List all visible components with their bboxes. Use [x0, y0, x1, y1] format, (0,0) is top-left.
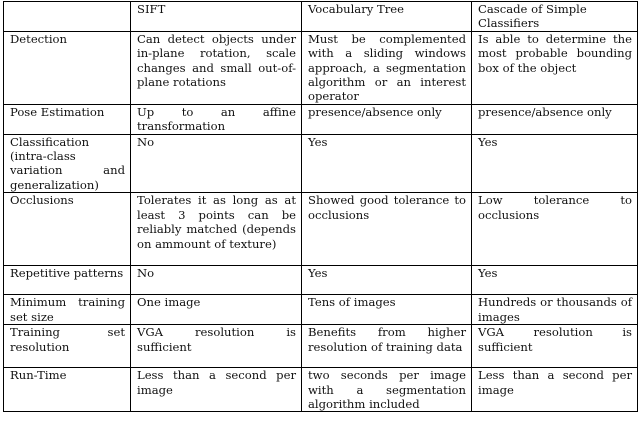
row-label: Detection — [4, 31, 131, 104]
table-row — [4, 134, 638, 193]
row-label: Repetitive patterns — [4, 266, 131, 295]
cell-sift: No — [131, 266, 302, 295]
table-row — [4, 368, 638, 412]
table-row — [4, 104, 638, 134]
cell-vocabulary-tree: Showed good tolerance to occlusions — [302, 193, 472, 266]
cell-sift: Up to an affine transformation — [131, 104, 302, 134]
cell-sift: Can detect objects under in-plane rotation, scale changes and small out-of-plane rotations — [131, 31, 302, 104]
row-label: Training set resolution — [4, 325, 131, 368]
table-row — [4, 193, 638, 266]
cell-cascade: Yes — [472, 134, 638, 193]
cell-cascade: presence/absence only — [472, 104, 638, 134]
cell-sift: Less than a second per image — [131, 368, 302, 412]
cell-sift: VGA resolution is sufficient — [131, 325, 302, 368]
cell-vocabulary-tree: Must be complemented with a sliding windows approach, a segmentation algorithm or an interest operator — [302, 31, 472, 104]
cell-sift: One image — [131, 295, 302, 325]
cell-cascade: Is able to determine the most probable bounding box of the object — [472, 31, 638, 104]
cell-cascade: Hundreds or thousands of images — [472, 295, 638, 325]
header-cell-sift: SIFT — [131, 2, 302, 32]
comparison-table — [3, 1, 638, 412]
cell-vocabulary-tree: Yes — [302, 134, 472, 193]
row-label: Classification (intra-class variation and generalization) — [4, 134, 131, 193]
row-label: Minimum training set size — [4, 295, 131, 325]
table-row — [4, 31, 638, 104]
cell-vocabulary-tree: presence/absence only — [302, 104, 472, 134]
row-label: Pose Estimation — [4, 104, 131, 134]
cell-vocabulary-tree: Yes — [302, 266, 472, 295]
cell-sift: Tolerates it as long as at least 3 points can be reliably matched (depends on ammount of texture) — [131, 193, 302, 266]
cell-vocabulary-tree: Tens of images — [302, 295, 472, 325]
table-row — [4, 266, 638, 295]
cell-cascade: VGA resolution is sufficient — [472, 325, 638, 368]
row-label: Occlusions — [4, 193, 131, 266]
cell-sift: No — [131, 134, 302, 193]
header-row — [4, 2, 638, 32]
cell-vocabulary-tree: Benefits from higher resolution of training data — [302, 325, 472, 368]
cell-cascade: Low tolerance to occlusions — [472, 193, 638, 266]
header-cell-empty — [4, 2, 131, 32]
cell-vocabulary-tree: two seconds per image with a segmentation algorithm included — [302, 368, 472, 412]
row-label: Run-Time — [4, 368, 131, 412]
header-cell-cascade: Cascade of Simple Classifiers — [472, 2, 638, 32]
cell-cascade: Less than a second per image — [472, 368, 638, 412]
table-row — [4, 325, 638, 368]
table-row — [4, 295, 638, 325]
header-cell-vocabulary-tree: Vocabulary Tree — [302, 2, 472, 32]
cell-cascade: Yes — [472, 266, 638, 295]
